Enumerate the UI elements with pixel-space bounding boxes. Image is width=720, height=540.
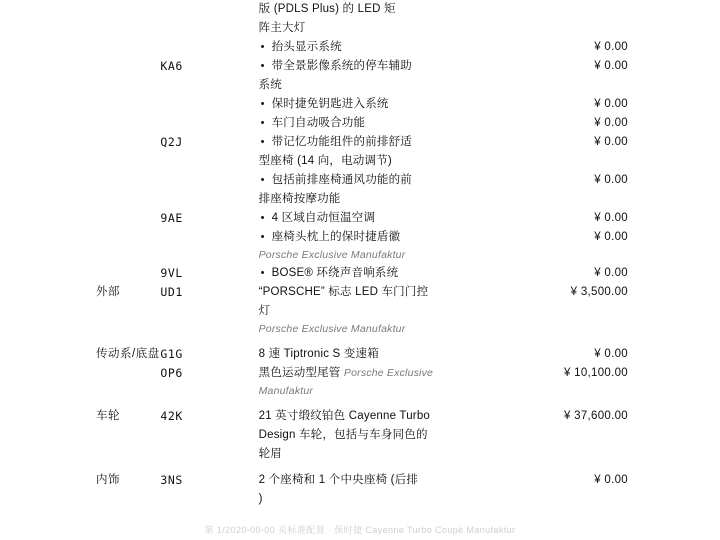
row-category [0, 38, 160, 57]
row-spacer [0, 400, 720, 407]
table-row [0, 95, 720, 114]
table-row [0, 38, 720, 57]
row-price: ¥ 0.00 [594, 98, 628, 110]
table-row [0, 407, 720, 464]
row-code [160, 95, 258, 114]
desc-line: • 保时捷免钥匙进入系统 [259, 95, 545, 114]
desc-note: Manufaktur [258, 385, 314, 397]
row-category [0, 95, 160, 114]
row-price: ¥ 10,100.00 [563, 367, 628, 379]
desc-line: 灯 [258, 305, 271, 317]
table-row [0, 228, 720, 264]
row-description [259, 57, 559, 95]
footer-text: 第 1/2020-00-00 页标准配置 · 保时捷 Cayenne Turbo Coupé Manufaktur [204, 525, 516, 535]
row-description [259, 209, 559, 228]
row-category: 车轮 [96, 410, 120, 422]
row-category [0, 209, 160, 228]
row-code: UD1 [160, 285, 183, 299]
desc-line: 阵主大灯 [258, 22, 306, 34]
desc-text: 黑色运动型尾管 [258, 367, 344, 379]
table-row [0, 171, 720, 209]
row-description [259, 264, 559, 283]
row-code [160, 0, 258, 38]
row-price: ¥ 0.00 [594, 267, 628, 279]
table-row [0, 209, 720, 228]
desc-line: 21 英寸缎纹铂色 Cayenne Turbo [258, 410, 431, 422]
desc-note: Porsche Exclusive Manufaktur [258, 249, 406, 261]
desc-line: • 4 区域自动恒温空调 [259, 209, 545, 228]
row-description [259, 114, 559, 133]
desc-line: 2 个座椅和 1 个中央座椅 (后排 [258, 474, 419, 486]
row-description [259, 407, 559, 464]
row-code: 9AE [160, 211, 183, 225]
table-row [0, 283, 720, 338]
desc-line: • 座椅头枕上的保时捷盾徽 [259, 228, 545, 247]
row-description [259, 133, 559, 171]
row-spacer [0, 338, 720, 345]
row-price: ¥ 0.00 [594, 348, 628, 360]
row-category [0, 0, 160, 38]
row-code [160, 171, 258, 209]
row-price: ¥ 0.00 [594, 212, 628, 224]
row-description [259, 38, 559, 57]
table-row [0, 57, 720, 95]
row-price: ¥ 0.00 [594, 60, 628, 72]
desc-note-inline: Porsche Exclusive [343, 367, 434, 379]
row-category [0, 364, 160, 400]
row-price: ¥ 0.00 [594, 231, 628, 243]
desc-line: • 带记忆功能组件的前排舒适 [259, 133, 545, 152]
table-row [0, 133, 720, 171]
desc-line: Design 车轮，包括与车身同色的 [258, 429, 428, 441]
row-description [259, 228, 559, 264]
page-footer [0, 523, 720, 536]
desc-note: Porsche Exclusive Manufaktur [258, 323, 406, 335]
desc-line: • BOSE® 环绕声音响系统 [259, 264, 545, 283]
row-description [259, 171, 559, 209]
row-category [0, 228, 160, 264]
row-code: KA6 [160, 59, 183, 73]
row-spacer [0, 464, 720, 471]
desc-line: 8 速 Tiptronic S 变速箱 [258, 348, 379, 360]
row-description [259, 95, 559, 114]
row-description [259, 471, 559, 509]
table-row [0, 471, 720, 509]
row-category [0, 171, 160, 209]
row-code [160, 228, 258, 264]
desc-line: 系统 [258, 79, 282, 91]
row-description [259, 283, 559, 338]
desc-line: 排座椅按摩功能 [258, 193, 341, 205]
table-row [0, 364, 720, 400]
desc-line: ) [258, 493, 263, 505]
row-category: 内饰 [96, 474, 120, 486]
row-price: ¥ 0.00 [594, 474, 628, 486]
desc-line [259, 364, 545, 383]
row-price [559, 0, 720, 38]
desc-line: • 包括前排座椅通风功能的前 [259, 171, 545, 190]
row-price: ¥ 0.00 [594, 41, 628, 53]
row-code: OP6 [160, 366, 183, 380]
row-price: ¥ 37,600.00 [563, 410, 628, 422]
table-row [0, 0, 720, 38]
row-code [160, 114, 258, 133]
desc-line: 型座椅 (14 向，电动调节) [258, 155, 392, 167]
table-row [0, 264, 720, 283]
table-row [0, 345, 720, 364]
desc-line: • 车门自动吸合功能 [259, 114, 545, 133]
row-price: ¥ 3,500.00 [570, 286, 628, 298]
desc-line: • 抬头显示系统 [259, 38, 545, 57]
row-category [0, 114, 160, 133]
row-category: 传动系/底盘 [96, 348, 160, 360]
row-price: ¥ 0.00 [594, 136, 628, 148]
row-code [160, 38, 258, 57]
row-category [0, 133, 160, 171]
row-price: ¥ 0.00 [594, 174, 628, 186]
row-code: G1G [160, 347, 183, 361]
row-code: 42K [160, 409, 183, 423]
row-description [259, 364, 559, 400]
row-description [259, 0, 559, 38]
row-price: ¥ 0.00 [594, 117, 628, 129]
row-category [0, 57, 160, 95]
row-code: 3NS [160, 473, 183, 487]
desc-line: 轮眉 [258, 448, 282, 460]
desc-line: 版 (PDLS Plus) 的 LED 矩 [258, 3, 396, 15]
row-code: 9VL [160, 266, 183, 280]
row-description [259, 345, 559, 364]
desc-line: “PORSCHE” 标志 LED 车门门控 [258, 286, 429, 298]
row-category [0, 264, 160, 283]
row-code: Q2J [160, 135, 183, 149]
table-row [0, 114, 720, 133]
desc-line: • 带全景影像系统的停车辅助 [259, 57, 545, 76]
row-category: 外部 [96, 286, 120, 298]
